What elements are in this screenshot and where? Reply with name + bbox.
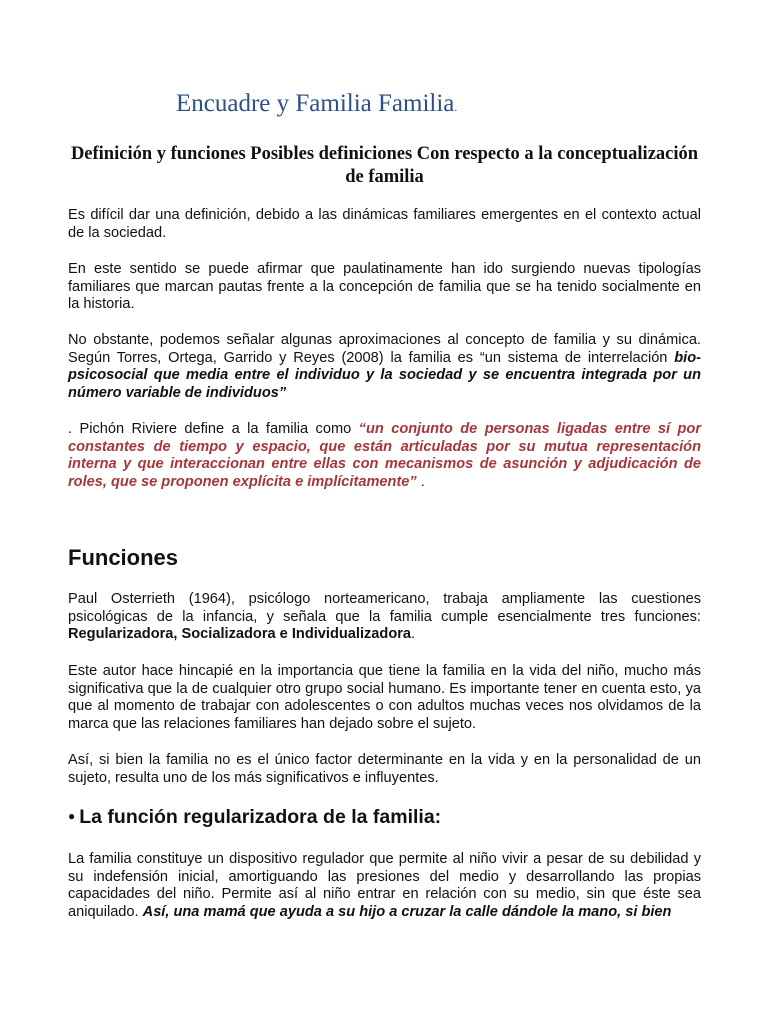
- paragraph-5: [68, 591, 701, 644]
- paragraph-5-end: .: [411, 626, 416, 642]
- paragraph-4-text: . Pichón Riviere define a la familia como: [68, 421, 359, 437]
- three-functions: Regularizadora, Socializadora e Individualizadora: [68, 626, 412, 642]
- paragraph-7: Así, si bien la familia no es el único factor determinante en la vida y en la personalidad de un sujeto, resulta uno de los más significativos e influyentes.: [68, 752, 701, 786]
- title-dot: .: [454, 100, 458, 114]
- paragraph-4-end: .: [416, 473, 425, 490]
- paragraph-8-emphasis: Así, una mamá que ayuda a su hijo a cruzar la calle dándole la mano, si bien: [142, 903, 672, 920]
- paragraph-8-text: La familia constituye un dispositivo regulador que permite al niño vivir a pesar de su debilidad y su indefensión inicial, amortiguando las presiones del medio y desarrollando las propias capacidades del niño. Permite así al niño entrar en relación con su medio, sin que éste sea aniquilado.: [68, 851, 701, 920]
- heading-regularizadora: [68, 806, 441, 829]
- document-title: [176, 90, 457, 118]
- paragraph-4: [68, 421, 701, 491]
- paragraph-6: Este autor hace hincapié en la importancia que tiene la familia en la vida del niño, mucho más significativa que la de cualquier otro grupo social humano. Es importante tener en cuenta esto, ya que al momento de trabajar con adolescentes o con adultos muchas veces nos olvidamos de la marca que las relaciones familiares han dejado sobre el sujeto.: [68, 663, 701, 732]
- paragraph-3-emphasis: bio-psicosocial que media entre el individuo y la sociedad y se encuentra integrada por un número variable de individuos”: [68, 349, 701, 401]
- pichon-riviere-quote: “un conjunto de personas ligadas entre sí por constantes de tiempo y espacio, que están articuladas por su mutua representación interna y que interaccionan entre ellas con mecanismos de asunción y adjudicación de roles, que se proponen explícita e implícitamente”: [68, 421, 701, 490]
- bullet-icon: ●: [68, 809, 76, 823]
- paragraph-2: En este sentido se puede afirmar que paulatinamente han ido surgiendo nuevas tipologías familiares que marcan pautas frente a la concepción de familia que se ha tenido socialmente en la historia.: [68, 261, 701, 312]
- title-text: Encuadre y Familia Familia: [176, 90, 455, 117]
- paragraph-5-text: Paul Osterrieth (1964), psicólogo norteamericano, trabaja ampliamente las cuestiones psicológicas de la infancia, y señala que la familia cumple esencialmente tres funciones:: [68, 591, 701, 625]
- heading-regularizadora-text: La función regularizadora de la familia:: [79, 806, 442, 828]
- paragraph-3-text: No obstante, podemos señalar algunas aproximaciones al concepto de familia y su dinámica. Según Torres, Ortega, Garrido y Reyes (2008) la familia es “un sistema de interrelación: [68, 332, 701, 366]
- paragraph-1: Es difícil dar una definición, debido a las dinámicas familiares emergentes en el contexto actual de la sociedad.: [68, 207, 701, 241]
- document-subtitle: Definición y funciones Posibles definiciones Con respecto a la conceptualización de familia: [70, 144, 699, 187]
- heading-funciones: Funciones: [68, 545, 179, 570]
- paragraph-3: [68, 332, 701, 402]
- paragraph-8: [68, 851, 701, 921]
